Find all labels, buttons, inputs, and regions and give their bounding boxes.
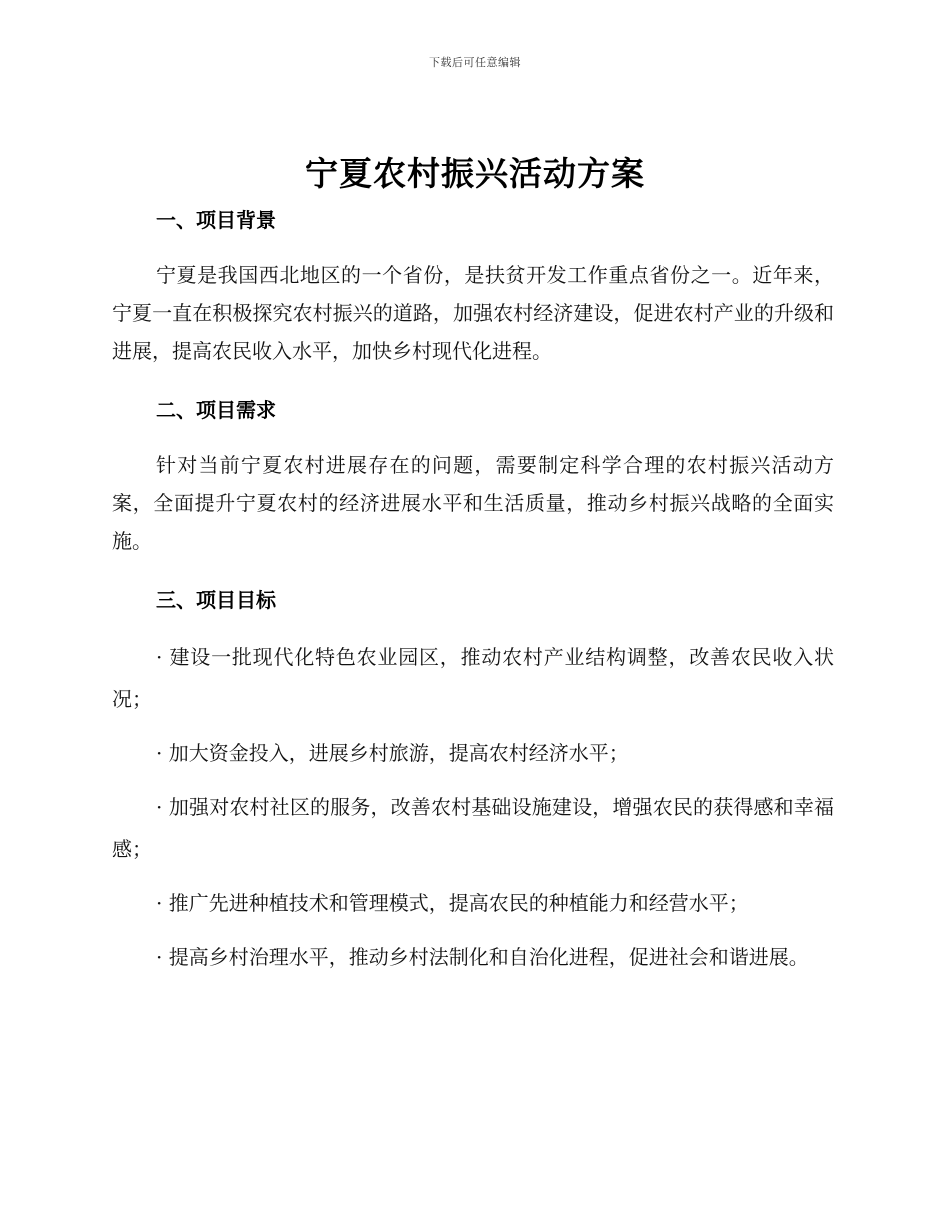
section-objectives [112, 584, 834, 978]
section-background [112, 204, 834, 370]
header-note: 下载后可任意编辑 [429, 56, 521, 69]
section-heading: 二、项目需求 [156, 398, 276, 422]
section-paragraph: 宁夏是我国西北地区的一个省份，是扶贫开发工作重点省份之一。近年来，宁夏一直在积极探究农村振兴的道路，加强农村经济建设，促进农村产业的升级和进展，提高农民收入水平，加快乡村现代化进程。 [112, 263, 834, 363]
list-item: · 加大资金投入，进展乡村旅游，提高农村经济水平； [156, 741, 629, 765]
document-title: 宁夏农村振兴活动方案 [305, 154, 645, 193]
section-paragraph: 针对当前宁夏农村进展存在的问题，需要制定科学合理的农村振兴活动方案，全面提升宁夏农村的经济进展水平和生活质量，推动乡村振兴战略的全面实施。 [112, 453, 834, 553]
section-requirements [112, 394, 834, 560]
list-item: · 加强对农村社区的服务，改善农村基础设施建设，增强农民的获得感和幸福感； [112, 795, 834, 861]
list-item: · 建设一批现代化特色农业园区，推动农村产业结构调整，改善农民收入状况； [112, 645, 834, 711]
list-item: · 推广先进种植技术和管理模式，提高农民的种植能力和经营水平； [156, 891, 749, 915]
section-heading: 一、项目背景 [156, 208, 276, 232]
section-heading: 三、项目目标 [156, 588, 276, 612]
document-body [112, 204, 834, 990]
list-item: · 提高乡村治理水平，推动乡村法制化和自治化进程，促进社会和谐进展。 [156, 945, 809, 969]
